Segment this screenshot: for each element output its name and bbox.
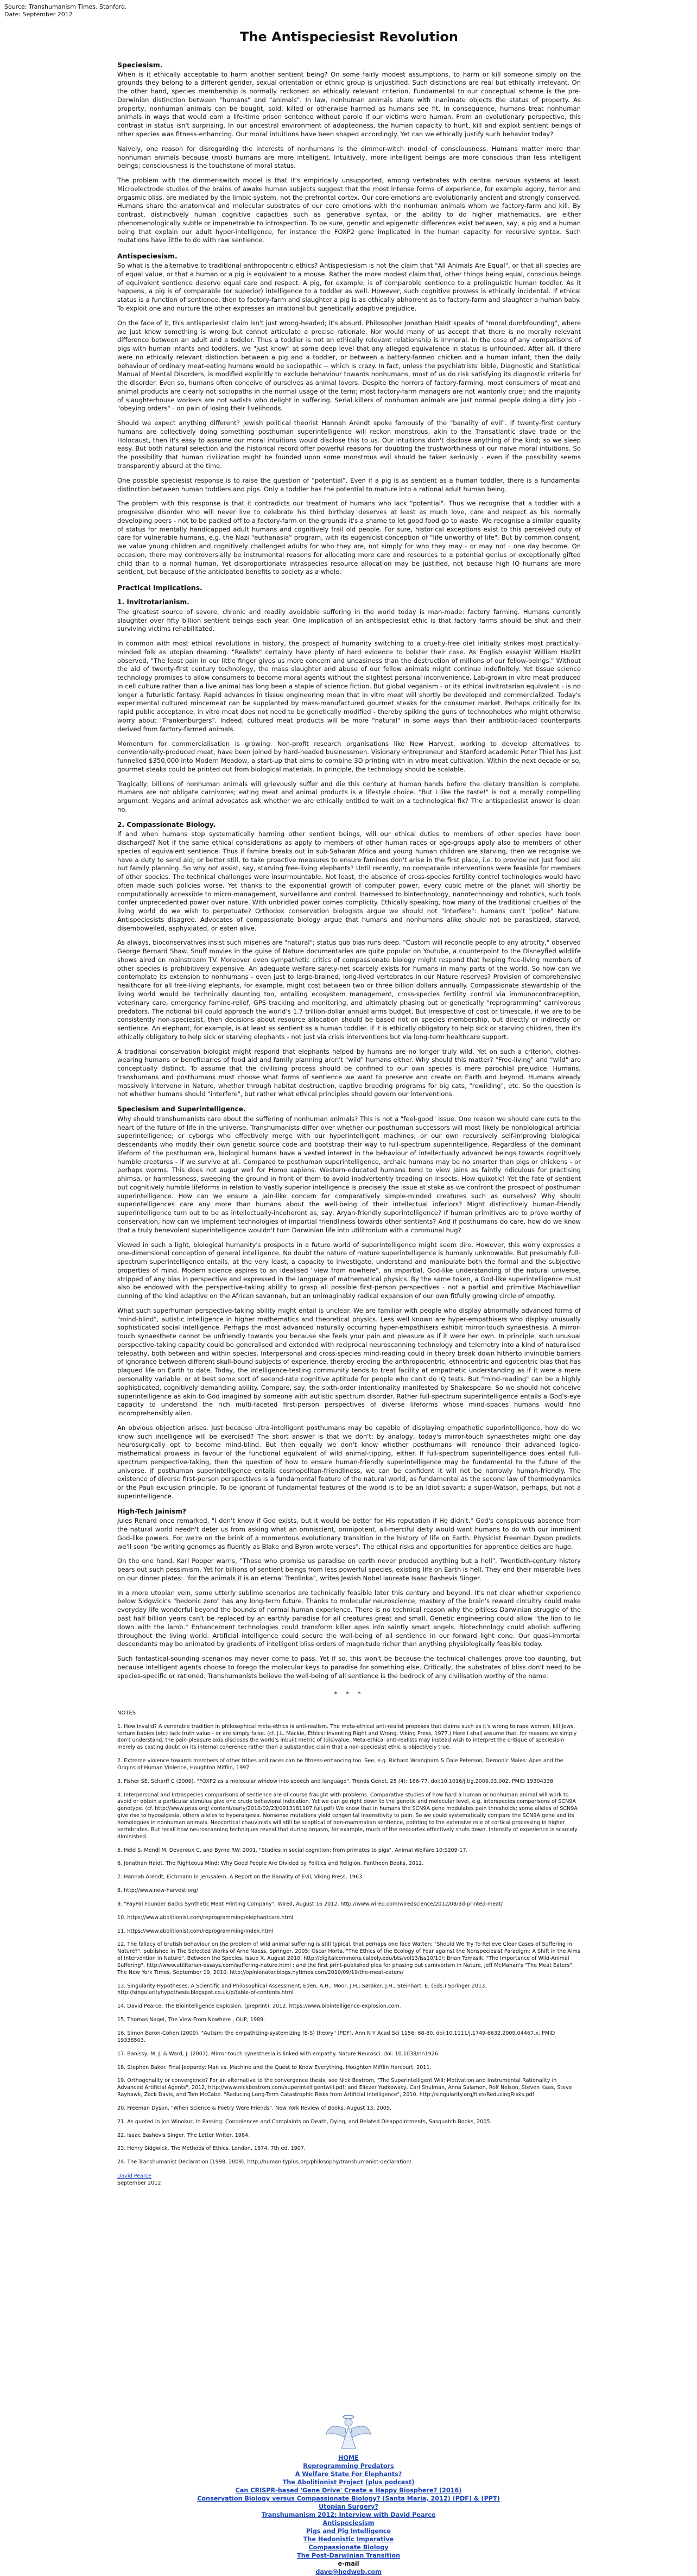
section-heading: 1. Invitrotarianism. [117, 598, 189, 606]
paragraph: So what is the alternative to traditional anthropocentric ethics? Antispeciesism is not the claim that "All Animals Are Equal", or that all species are of equal value, or that a human or a pig is equivalent to a mouse. Rather the more modest claim that, other things being equal, conscious beings of equivalent sentience deserve equal care and respect. A pig, for example, is of comparable sentience to a prelinguistic human toddler. As it happens, a pig is of comparable (or superior) intelligence to a toddler as well. However, such cognitive prowess is ethically incidental. If ethical status is a function of sentience, then to factory-farm and slaughter a pig is as ethically abhorrent as to factory-farm and slaughter a human baby. To exploit one and nurture the other expresses an irrational but genetically adaptive prejudice. [117, 262, 581, 312]
note-item: 6. Jonathan Haidt, The Righteous Mind: Why Good People Are Divided by Politics and Religion, Pantheon Books, 2012. [117, 1860, 424, 1867]
note-item: 2. Extreme violence towards members of other tribes and races can be fitness-enhancing too. See, e.g. Richard Wrangham & Dale Peterson, Demonic Males: Apes and the Origins of Human Violence, Houghton Mifflin, 1997. [117, 1758, 563, 1771]
paragraph: The problem with this response is that it contradicts our treatment of humans who lack "potential". Thus we recognise that a toddler with a progressive disorder who will never live to celebrate his third birthday deserves at least as much love, care and respect as his normally developing peers - not to be packed off to a factory-farm on the grounds it's a shame to let good food go to waste. We recognise a similar equality of status for mentally handicapped adult humans and cognitively frail old people. For sure, historical exceptions exist to this perceived duty of care for vulnerable humans, e.g. the Nazi "euthanasia" program, with its eugenicist conception of "life unworthy of life". But by common consent, we value young children and cognitively challenged adults for who they are, not simply for who they may - or may not - one day become. On occasion, there may controversially be instrumental reasons for allocating more care and resources to a potential genius or exceptionally gifted child than to a normal human. Yet disproportionate intraspecies resource allocation may be justified, not because high IQ humans are more sentient, but because of the anticipated benefits to society as a whole. [117, 499, 581, 576]
notes-list [117, 1724, 581, 2166]
paragraph: On the face of it, this antispeciesist claim isn't just wrong-headed; it's absurd. Philosopher Jonathan Haidt speaks of "moral dumbfounding", where we just know something is wrong but cannot articulate a precise rationale. Nor would many of us accept that there is no morally relevant difference between an adult and a toddler. Thus a toddler is not an ethically relevant relationship is immoral. In the case of any comparisons of pigs with human infants and toddlers, we "just know" at some deep level that any alleged equivalence in status is unfounded. After all, if there were no ethically relevant distinction between a pig and a toddler, or between a battery-farmed chicken and a human infant, then the daily behaviour of ordinary meat-eating humans would be sociopathic -- which is crazy. In fact, unless the psychiatrists' bible, Diagnostic and Statistical Manual of Mental Disorders, is modified explicitly to exclude behaviour towards nonhumans, most of us do risk satisfying its diagnostic criteria for the disorder. Even so, humans often conceive of ourselves as animal lovers. Despite the horrors of factory-farming, most consumers of meat and animal products are clearly not sociopaths in the normal usage of the term; most factory-farm managers are not wantonly cruel; and the majority of slaughterhouse workers are not sadists who delight in suffering. Serial killers of nonhuman animals are just normal people doing a dirty job - "obeying orders" - on pain of losing their livelihoods. [117, 319, 581, 413]
note-item: 7. Hannah Arendt, Eichmann in Jerusalem: A Report on the Banality of Evil, Viking Press, 1963. [117, 1874, 364, 1881]
section-heading: 2. Compassionate Biology. [117, 820, 216, 828]
source-line: Source: Transhumanism Times. Stanford. [4, 3, 127, 10]
footer [0, 2410, 697, 2576]
date-line: Date: September 2012 [4, 11, 73, 18]
note-item: 13. Singularity Hypotheses, A Scientific and Philosophical Assessment, Eden, A.H.; Moor, J.H.; Søraker, J.H.; Steinhart, E. (Eds.) Springer 2013. http://singularityhypothesis.blogspot.co.uk/p/table-of-contents.html [117, 1983, 487, 1996]
author-link[interactable]: David Pearce [117, 2173, 151, 2180]
paragraph: Such fantastical-sounding scenarios may never come to pass. Yet if so, this won't be because the technical challenges prove too daunting, but because intelligent agents choose to forego the molecular keys to paradise for something else. Critically, the substrates of bliss don't need to be species-specific or rationed. Transhumanists believe the well-being of all sentience is the bedrock of any civilisation worthy of the name. [117, 1655, 581, 1680]
article-body [117, 60, 581, 1681]
footer-link-row [0, 2503, 697, 2511]
paragraph: Tragically, billions of nonhuman animals will grievously suffer and die this century at human hands before the dietary transition is complete. Humans are not obligate carnivores; eating meat and animal products is a lifestyle choice. "But I like the taste!" is not a morally compelling argument. Vegans and animal advocates ask whether we are ethically entitled to wait on a technological fix? The antispeciesist answer is clear: no. [117, 780, 581, 813]
footer-link[interactable]: The Hedonistic Imperative [303, 2536, 394, 2543]
note-item: 22. Isaac Bashevis Singer, The Letter Writer, 1964. [117, 2132, 250, 2138]
email-label: e-mail [338, 2560, 359, 2567]
footer-link-row [0, 2552, 697, 2560]
footer-link-row [0, 2495, 697, 2503]
note-item: 19. Orthogonality or convergence? For an alternative to the convergence thesis, see Nick Bostrom, "The Superintelligent Will: Motivation and Instrumental Rationality in Advanced Artificial Agents", 2012, http://www.nickbostrom.com/superintelligentwill.pdf; and Eliezer Yudkowsky, Carl Shulman, Anna Salamon, Rolf Nelson, Steven Kaas, Steve Rayhawk, Zack Davis, and Tom McCabe. "Reducing Long-Term Catastrophic Risks from Artificial Intelligence", 2010. http://singularity.org/files/ReducingRisks.pdf [117, 2078, 572, 2098]
note-item: 15. Thomas Nagel, The View From Nowhere , OUP, 1989. [117, 2017, 265, 2023]
note-item: 21. As quoted in Jon Winokur, In Passing: Condolences and Complaints on Death, Dying, and Related Disappointments, Sasquatch Books, 2005. [117, 2118, 492, 2125]
note-item: 11. https://www.abolitionist.com/reprogramming/index.html [117, 1928, 274, 1934]
article [117, 28, 581, 2187]
paragraph: In common with most ethical revolutions in history, the prospect of humanity switching to a cruelty-free diet initially strikes most practically-minded folk as utopian dreaming. "Realists" certainly have plenty of hard evidence to bolster their case. As English essayist William Hazlitt observed, "The least pain in our little finger gives us more concern and uneasiness than the destruction of millions of our fellow-beings." Without the aid of twenty-first century technology, the mass slaughter and abuse of our fellow animals might continue indefinitely. Yet tissue science technology promises to allow consumers to become moral agents without the slightest personal inconvenience. Lab-grown in vitro meat produced in cell culture rather than a live animal has long been a staple of science fiction. But global veganism - or its ethical invitrotarian equivalent - is no longer a futuristic fantasy. Rapid advances in tissue engineering mean that in vitro meat will shortly be developed and commercialized. Today's experimental cultured mincemeat can be supplanted by mass-manufactured gourmet steaks for the consumer market. Perhaps critically for its rapid public acceptance, in vitro meat does not need to be genetically modified - thereby spiking the guns of technophobes who might otherwise worry about "Frankenburgers". Indeed, cultured meat products will be more "natural" in some ways than their antibiotic-laced counterparts derived from factory-farmed animals. [117, 640, 581, 733]
note-item: 14. David Pearce, The Biointelligence Explosion. (preprint), 2012. https://www.biointelligence-explosion.com. [117, 2003, 401, 2010]
paragraph: What such superhuman perspective-taking ability might entail is unclear. We are familiar with people who display abnormally advanced forms of "mind-blind", autistic intelligence in higher mathematics and theoretical physics. Less well known are hyper-empathisers who display unusually sophisticated social intelligence. Perhaps the most advanced naturally occurring hyper-empathisers exhibit mirror-touch synaesthesia. A mirror-touch synaesthete cannot be unfriendly towards you because she feels your pain and pleasure as if it were her own. In principle, such unusual perspective-taking capacity could be generalised and extended with reciprocal neuroscanning technology and telemetry into a kind of naturalised telepathy, both between and within species. Interpersonal and cross-species mind-reading could in theory break down hitherto invincible barriers of ignorance between different skull-bound subjects of experience, thereby eroding the anthropocentric, ethnocentric and egocentric bias that has plagued life on Earth to date. Today, the intelligence-testing community tends to treat facility at empathetic understanding as if it were a mere personality variable, or at best some sort of second-rate cognitive aptitude for people who can't do IQ tests. But "mind-reading" can be a highly sophisticated, cognitively demanding ability. Compare, say, the sixth-order intentionality manifested by Shakespeare. So we should not conceive superintelligence as akin to God imagined by someone with autistic spectrum disorder. Rather full-spectrum superintelligence entails a God's-eye capacity to understand the rich multi-faceted first-person perspectives of diverse lifeforms whose mind-spaces humans would find incomprehensibly alien. [117, 1306, 581, 1417]
footer-link[interactable]: Utopian Surgery? [319, 2503, 378, 2510]
footer-link[interactable]: Pigs and Pig Intelligence [306, 2528, 391, 2535]
note-item: 5. Held S, Mendl M, Devereux C, and Byrne RW. 2001. "Studies in social cognition: from primates to pigs". Animal Welfare 10:S209-17. [117, 1847, 468, 1853]
section-divider: * * * [334, 1690, 364, 1698]
note-item: 8. http://www.new-harvest.org/ [117, 1888, 198, 1894]
section-heading: Practical Implications. [117, 584, 202, 592]
paragraph: Viewed in such a light, biological humanity's prospects in a future world of superintelligence might seem dire. However, this worry expresses a one-dimensional conception of general intelligence. No doubt the nature of mature superintelligence is humanly unknowable. But presumably full-spectrum superintelligence entails, at the very least, a capacity to investigate, understand and manipulate both the formal and the subjective properties of mind. Modern science aspires to an idealised "view from nowhere", an impartial, God-like understanding of the natural universe, stripped of any bias in perspective and expressed in the language of mathematical physics. By the same token, a God-like superintelligence must also be endowed with the perspective-taking ability to grasp all possible first-person perspectives - not a partial and primitive Machiavellian cunning of the kind adaptive on the African savannah, but an unimaginably radical expansion of our own fitfully growing circle of empathy. [117, 1240, 581, 1300]
signature-date: September 2012 [117, 2180, 161, 2187]
page-title: The Antispeciesist Revolution [239, 29, 459, 45]
section-heading: High-Tech Jainism? [117, 1507, 186, 1515]
footer-link-row [0, 2535, 697, 2543]
section-heading: Antispeciesism. [117, 252, 178, 261]
footer-link-row [0, 2478, 697, 2486]
signature [117, 2173, 581, 2187]
source-meta [4, 3, 126, 19]
footer-link[interactable]: Compassionate Biology [308, 2544, 389, 2551]
footer-link[interactable]: The Post-Darwinian Transition [296, 2552, 401, 2559]
paragraph: Why should transhumanists care about the suffering of nonhuman animals? This is not a "feel-good" issue. One reason we should care cuts to the heart of the future of life in the universe. Transhumanists differ over whether our posthuman successors will most likely be nonbiological artificial superintelligence; or cyborgs who effectively merge with our hyperintelligent machines; or our own recursively self-improving biological descendants who modify their own genetic source code and bootstrap their way to full-spectrum superintelligence. Regardless of the dominant lifeform of the posthuman era, biological humans have a vested interest in the behaviour of intellectually advanced beings towards cognitively humble creatures - if we survive at all. Compared to posthuman superintelligence, archaic humans may be no smarter than pigs or chickens - or perhaps worms. This does not augur well for Homo sapiens. Western-educated humans tend to view Jains as faintly ridiculous for practising ahimsa, or harmlessness, sweeping the ground in front of them to avoid inadvertently treading on insects. How quixotic! Yet the fate of sentient but cognitively humble lifeforms in relation to vastly superior intelligence is precisely the issue at stake as we confront the prospect of posthuman superintelligence. How can we ensure a Jain-like concern for comparatively simple-minded creatures such as ourselves? Why should superintelligences care any more than humans about the well-being of their intellectual inferiors? Might distinctively human-friendly superintelligence turn out to be as intellectually-incoherent as, say, Aryan-friendly superintelligence? If human primitives are to prove worthy of conservation, how can we implement technologies of impartial friendliness towards other sentients? And if posthumans do care, how do we know that a truly benevolent superintelligence wouldn't turn Darwinian life into utilitronium with a communal hug? [117, 1115, 581, 1234]
footer-link[interactable]: Conservation Biology versus Compassionate Biology? (Santa Maria, 2012) (PDF) & (PPT) [197, 2495, 500, 2502]
paragraph: As always, bioconservatives insist such miseries are "natural"; status quo bias runs deep. "Custom will reconcile people to any atrocity," observed George Bernard Shaw. Snuff movies in the guise of Nature documentaries are quite popular on Youtube, a counterpoint to the Disneyfied wildlife shows aired on mainstream TV. Moreover even sympathetic critics of compassionate biology might respond that helping free-living members of other species is prohibitively expensive. An adequate welfare safety-net scarcely exists for humans in many parts of the world. So how can we contemplate its extension to nonhumans - even just to large-brained, long-lived vertebrates in our Nature reserves? Provision of comprehensive healthcare for all free-living elephants, for example, might cost between two or three billion dollars annually. Compassionate stewardship of the living world would be technically daunting too, entailing ecosystem management, cross-species fertility control via immunocontraception, veterinary care, emergency famine-relief, GPS tracking and monitoring, and ultimately phasing out or genetically "reprogramming" carnivorous predators. The notional bill could approach the world's 1.7 trillion-dollar annual arms budget. But irrespective of cost or timescale, if we are to be consistently non-speciesist, then decisions about resource allocation should be based not on species membership, but directly or indirectly on sentience. An elephant, for example, is at least as sentient as a human toddler. If it is ethically obligatory to help sick or starving children, then it's ethically obligatory to help sick or starving elephants - not just via crisis interventions but via long-term healthcare support. [117, 939, 581, 1041]
footer-link-row [0, 2462, 697, 2470]
paragraph: In a more utopian vein, some utterly sublime scenarios are technically feasible later this century and beyond. It's not clear whether experience below Sidgwick's "hedonic zero" has any long-term future. Thanks to molecular neuroscience, mastery of the brain's reward circuitry could make everyday life wonderful beyond the bounds of normal human experience. There is no technical reason why the pitiless Darwinian struggle of the past half billion years can't be replaced by an earthly paradise for all creatures great and small. Genetic engineering could allow "the lion to lie down with the lamb." Enhancement technologies could transform killer apes into saintly smart angels. Biotechnology could abolish suffering throughout the living world. Artificial intelligence could secure the well-being of all sentience in our forward light cone. Our quasi-immortal descendants may be animated by gradients of intelligent bliss orders of magnitude richer than anything physiologically feasible today. [117, 1588, 581, 1648]
note-item: 17. Banissy, M. J. & Ward, J. (2007). Mirror-touch synesthesia is linked with empathy. Nature Neurosci. doi: 10.1038/nn1926. [117, 2050, 440, 2057]
footer-link-row [0, 2527, 697, 2535]
paragraph: The greatest source of severe, chronic and readily avoidable suffering in the world today is man-made: factory farming. Humans currently slaughter over fifty billion sentient beings each year. One implication of an antispeciesist ethic is that factory farms should be shut and their surviving victims rehabilitated. [117, 607, 581, 633]
footer-link-row [0, 2543, 697, 2552]
note-item: 23. Henry Sidgwick, The Methods of Ethics. London, 1874, 7th ed. 1907. [117, 2145, 306, 2152]
paragraph: When is it ethically acceptable to harm another sentient being? On some fairly modest assumptions, to harm or kill someone simply on the grounds they belong to a different gender, sexual orientation or ethnic group is unjustified. Such distinctions are real but ethically irrelevant. On the other hand, species membership is normally reckoned an ethically relevant criterion. Fundamental to our conceptual scheme is the pre-Darwinian distinction between "humans" and "animals". In law, nonhuman animals share with inanimate objects the status of property. As property, nonhuman animals can be bought, sold, killed or otherwise harmed as humans see fit. In consequence, humans treat nonhuman animals in ways that would earn a life-time prison sentence without parole if our victims were human. From an evolutionary perspective, this contrast in status isn't surprising. In our ancestral environment of adaptedness, the human capacity to hunt, kill and exploit sentient beings of other species was fitness-enhancing. Our moral intuitions have been shaped accordingly. Yet can we ethically justify such behavior today? [117, 70, 581, 138]
paragraph: An obvious objection arises. Just because ultra-intelligent posthumans may be capable of displaying empathetic superintelligence, how do we know such intelligence will be exercised? The short answer is that we don't: by analogy, today's mirror-touch synaesthetes might one day neurosurgically opt to become mind-blind. But then equally we don't know whether posthumans will renounce their advanced logico-mathematical prowess in favour of the functional equivalent of wild animal-tipping, either. If full-spectrum superintelligence does entail full-spectrum perspective-taking, then the question of how to ensure human-friendly superintelligence may be fundamental to the future of the universe. If posthuman superintelligence entails cosmopolitan-friendliness, we can be confident it will not be narrowly human-friendly. The existence of diverse first-person perspectives is a fundamental feature of the natural world, as fundamental as the second law of thermodynamics or the Pauli exclusion principle. To be ignorant of fundamental features of the world is to be an idiot savant: a super-Watson, perhaps, but not a superintelligence. [117, 1423, 581, 1500]
footer-link[interactable]: Transhumanism 2012: Interview with David Pearce [261, 2511, 436, 2518]
paragraph: On the one hand, Karl Popper warns, "Those who promise us paradise on earth never produced anything but a hell". Twentieth-century history bears out such pessimism. Yet for billions of sentient beings from less powerful species, existing life on Earth is hell. They end their miserable lives on our dinner plates: "for the animals it is an eternal Treblinka", writes Jewish Nobel laureate Isaac Bashevis Singer. [117, 1557, 581, 1582]
note-item: 20. Freeman Dyson, "When Science & Poetry Were Friends", New York Review of Books, August 13, 2009. [117, 2105, 392, 2111]
angel-logo-icon [324, 2410, 373, 2451]
footer-link[interactable]: HOME [338, 2454, 359, 2461]
paragraph: Should we expect anything different? Jewish political theorist Hannah Arendt spoke famously of the "banality of evil". If twenty-first century humans are collectively doing something posthuman superintelligence will reckon monstrous, akin to the Transatlantic slave trade or the Holocaust, then it's easy to assume our moral intuitions would disclose this to us. Our intuitions don't disclose anything of the kind; so we sleep easy. But both natural selection and the historical record offer powerful reasons for doubting the trustworthiness of our naive moral intuitions. So the possibility that human civilization might be founded upon some monstrous evil should be taken seriously - even if the possibility seems transparently absurd at the time. [117, 419, 581, 470]
note-item: 24. The Transhumanist Declaration (1998, 2009). http://humanityplus.org/philosophy/transhumanist-declaration/ [117, 2159, 411, 2166]
paragraph: One possible speciesist response is to raise the question of "potential". Even if a pig is as sentient as a human toddler, there is a fundamental distinction between human toddlers and pigs. Only a toddler has the potential to mature into a rational adult human being. [117, 476, 581, 493]
paragraph: If and when humans stop systematically harming other sentient beings, will our ethical duties to members of other species have been discharged? Not if the same ethical considerations as apply to members of other human races or age-groups apply also to members of other species of equivalent sentience. Thus if famine breaks out in sub-Saharan Africa and young human children are starving, then we recognise we have a duty to send aid; or better still, to take proactive measures to ensure famines don't arise in the first place, i.e. to provide not just food aid but family planning. So why not assist, say, starving free-living elephants? Until recently, no comparable interventions were feasible for members of other species. The technical challenges were insurmountable. Not least, the absence of cross-species fertility control technologies would have often made such policies worse. Yet thanks to the exponential growth of computer power, every cubic metre of the planet will shortly be computationally accessible to micro-management, surveillance and control. Harnessed to biotechnology, nanotechnology and robotics, such tools confer unprecedented power over nature. With unbridled power comes complicity. Ethically speaking, how many of the traditional cruelties of the living world do we wish to perpetuate? Orthodox conservation biologists argue we should not "interfere": humans can't "police" Nature. Antispeciesists disagree. Advocates of compassionate biology argue that humans and nonhumans alike should not be parasitized, starved, disembowelled, asphyxiated, or eaten alive. [117, 830, 581, 932]
paragraph: Momentum for commercialisation is growing. Non-profit research organisations like New Harvest, working to develop alternatives to conventionally-produced meat, have been joined by hard-headed businessmen. Visionary entrepreneur and Stanford academic Peter Thiel has just funnelled $350,000 into Modern Meadow, a start-up that aims to combine 3D printing with in vitro meat cultivation. Within the next decade or so, gourmet steaks could be printed out from biological materials. In principle, the technology should be scalable. [117, 739, 581, 773]
paragraph: The problem with the dimmer-switch model is that it's empirically unsupported, among vertebrates with central nervous systems at least. Microelectrode studies of the brains of awake human subjects suggest that the most intense forms of experience, for example agony, terror and orgasmic bliss, are mediated by the limbic system, not the prefrontal cortex. Our core emotions are evolutionarily ancient and strongly conserved. Humans share the anatomical and molecular substrates of our core emotions with the nonhuman animals whom we factory-farm and kill. By contrast, distinctively human cognitive capacities such as generative syntax, or the ability to do higher mathematics, are either phenomenologically subtle or impenetrable to introspection. To be sure, genetic and epigenetic differences exist between, say, a pig and a human being that explain our adult hyper-intelligence, for instance the FOXP2 gene implicated in the human capacity for recursive syntax. Such mutations have little to do with raw sentience. [117, 176, 581, 244]
note-item: 3. Fisher SE, Scharff C (2009). "FOXP2 as a molecular window into speech and language". Trends Genet. 25 (4): 166-77. doi:10.1016/j.tig.2009.03.002. PMID 19304338. [117, 1778, 555, 1784]
footer-link[interactable]: The Abolitionist Project (plus podcast) [282, 2479, 415, 2486]
footer-link-row [0, 2511, 697, 2519]
footer-link-row [0, 2519, 697, 2527]
note-item: 16. Simon Baron-Cohen (2009). "Autism: the empathizing-systemizing (E-S) theory" (PDF). Ann N Y Acad Sci 1156: 68-80. doi:10.1111/j.1749-6632.2009.04467.x. PMID 19338503. [117, 2030, 555, 2043]
footer-link[interactable]: Can CRISPR-based 'Gene Drive' Create a Happy Biosphere? (2016) [235, 2487, 462, 2494]
footer-link-row [0, 2470, 697, 2478]
email-link[interactable]: dave@hedweb.com [315, 2568, 382, 2575]
note-item: 18. Stephen Baker. Final Jeopardy: Man vs. Machine and the Quest to Know Everything. Houghton Mifflin Harcourt. 2011. [117, 2064, 432, 2071]
note-item: 1. How invalid? A venerable tradition in philosophical meta-ethics is anti-realism. The meta-ethical anti-realist proposes that claims such as it's wrong to rape women, kill Jews, torture babies (etc) lack truth value - or are simply false. (cf. J.L. Mackie, Ethics: Inventing Right and Wrong, Viking Press, 1977.) Here I shall assume that, for reasons we simply don't understand, the pain-pleasure axis discloses the world's inbuilt metric of (dis)value. Meta-ethical anti-realists may instead wish to interpret the critique of speciesism merely as casting doubt on its internal coherence rather than a substantive claim that a non-speciesist ethic is objectively true. [117, 1723, 577, 1751]
note-item: 4. Interpersonal and intraspecies comparisons of sentience are of course fraught with problems. Comparative studies of how hard a human or nonhuman animal will work to avoid or obtain a particular stimulus give one crude behavioral indication. Yet we can go right down to the genetic and molecular level, e.g. interspecies comparisons of SCN9A genotype. (cf. http://www.pnas.org/ content/early/2010/02/23/0913181107.full.pdf) We know that in humans the SCN9A gene modulates pain thresholds; some alleles of SCN9A give rise to hypoalgesia, others alleles to hyperalgesia. Nonsense mutations yield congenital insensitivity to pain. So we could systematically compare the SCN9A gene and its homologues in nonhuman animals. Neocortical chauvinists will still be sceptical of non-mammalian sentience, pointing to the extensive role of cortical processing in higher vertebrates. But recall how neuroscanning techniques reveal that during orgasm, for example, much of the neocortex effectively shuts down. Intensity of experience is scarcely diminished. [117, 1792, 578, 1840]
note-item: 10. https://www.abolitionist.com/reprogramming/elephantcare.html [117, 1914, 294, 1921]
paragraph: A traditional conservation biologist might respond that elephants helped by humans are no longer truly wild. Yet on such a criterion, clothes-wearing humans or beneficiaries of food aid and family planning aren't "wild" humans either. Why should this matter? "Free-living" and "wild" are conceptually distinct. To assume that the civilising process should be confined to our own species is mere parochial prejudice. Humans, transhumans and posthumans must choose what forms of sentience we want to preserve and create on Earth and beyond. Humans already massively intervene in Nature, whether through habitat destruction, captive breeding programs for big cats, "rewilding", etc. So the question is not whether humans should "interfere", but rather what ethical principles should govern our interventions. [117, 1047, 581, 1098]
footer-link[interactable]: Reprogramming Predators [303, 2463, 394, 2470]
note-item: 9. "PayPal Founder Backs Synthetic Meat Printing Company", Wired, August 16 2012. http://www.wired.com/wiredscience/2012/08/3d-printed-meat/ [117, 1901, 503, 1907]
footer-link-row [0, 2454, 697, 2462]
section-heading: Speciesism. [117, 60, 163, 69]
footer-link[interactable]: Antispeciesism [322, 2520, 375, 2527]
note-item: 12. The fallacy of brutish behaviour on the problem of wild animal suffering is still typical, that perhaps one face Watten: "Should We Try To Relieve Clear Cases of Suffering in Nature?", published in The Selected Works of Arne Naess, Springer, 2005; Oscar Horta, "The Ethics of the Ecology of Fear against the Nonspeciesist Paradigm: A Shift in the Aims of Intervention in Nature", Between the Species, Issue X, August 2010. http://digitalcommons.calpoly.edu/bts/vol13/iss10/10/; Brian Tomasik, "The Importance of Wild-Animal Suffering", http://www.utilitarian-essays.com/suffering-nature.html ; and the first print-published plea for phasing out carnivorism in Nature, Jeff McMahan's "The Meat Eaters", The New York Times, September 19, 2010. http://opinionator.blogs.nytimes.com/2010/09/19/the-meat-eaters/ [117, 1941, 581, 1976]
footer-link[interactable]: A Welfare State For Elephants? [295, 2471, 402, 2478]
email-line [0, 2560, 697, 2576]
notes-heading: NOTES [117, 1710, 136, 1717]
paragraph: Naively, one reason for disregarding the interests of nonhumans is the dimmer-witch model of consciousness. Humans matter more than nonhuman animals because (most) humans are more intelligent. Intuitively, more intelligent beings are more conscious than less intelligent beings; consciousness is the touchstone of moral status. [117, 144, 581, 170]
section-heading: Speciesism and Superintelligence. [117, 1105, 246, 1113]
footer-links [0, 2454, 697, 2560]
paragraph: Jules Renard once remarked, "I don't know if God exists, but it would be better for His reputation if He didn't." God's conspicuous absence from the natural world needn't deter us from asking what an omniscient, omnipotent, all-merciful deity would want humans to do with our imminent God-like powers. For we're on the brink of a momentous evolutionary transition in the history of life on Earth. Physicist Freeman Dyson predicts we'll soon "be writing genomes as fluently as Blake and Byron wrote verses". The ethical risks and opportunities for apprentice deities are huge. [117, 1517, 581, 1550]
footer-link-row [0, 2486, 697, 2495]
